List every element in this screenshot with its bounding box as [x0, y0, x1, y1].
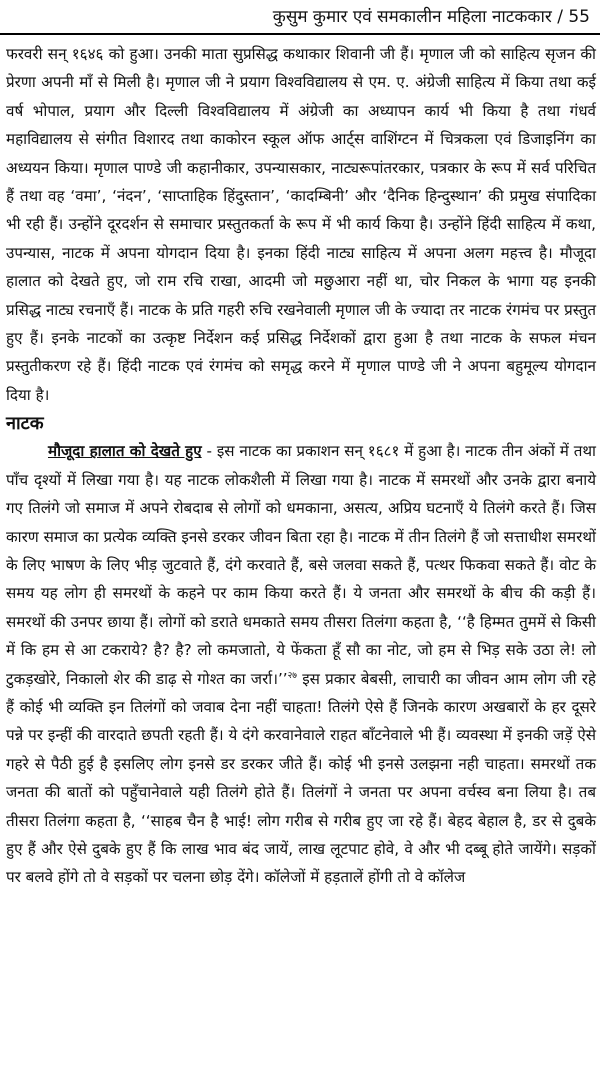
play-summary-text-2: इस प्रकार बेबसी, लाचारी का जीवन आम लोग जी रहे हैं कोई भी व्यक्ति इन तिलंगों को जवाब देना नहीं चाहता! तिलंगे ऐसे हैं जिनके कारण अखबारों के हर दूसरे पन्ने पर इन्हीं की वारदाते छपती रहती हैं। ये दंगे करवानेवाले राहत बाँटनेवाले भी हैं। व्यवस्था में इनकी जड़ें ऐसे गहरे से पैठी हुई है इसलिए लोग इनसे डर डरकर जीते हैं। कोई भी इनसे उलझना नही चाहता। समरथों तक जनता की बातों को पहुँचानेवाले यही तिलंगे होते हैं। तिलंगों ने जनता पर अपना वर्चस्व बना लिया है। तब तीसरा तिलंगा कहता है, ‘‘साहब चैन है भाई! लोग गरीब से गरीब हुए जा रहे हैं। बेहद बेहाल है, डर से दुबके हुए हैं और ऐसे दुबके हुए हैं कि लाख भाव बंद जायें, लाख लूटपाट होवे, वे और भी दब्बू होते जायेंगे। सड़कों पर बलवे होंगे तो वे सड़कों पर चलना छोड़ देंगे। कॉलेजों में हड़तालें होंगी तो वे कॉलेज	[6, 669, 596, 887]
footnote-mark: २७	[287, 670, 297, 681]
body-text	[6, 40, 596, 892]
header-rule	[0, 33, 600, 35]
play-summary-text-1: - इस नाटक का प्रकाशन सन् १६८१ में हुआ है। नाटक तीन अंकों में तथा पाँच दृश्यों में लिखा गया है। यह नाटक लोकशैली में लिखा गया है। नाटक में समरथों और उनके द्वारा बनाये गए तिलंगे जो समाज में अपने रोबदाब से लोगों को धमकाना, असत्य, अप्रिय घटनाएँ ये तिलंगे करते हैं। जिस कारण समाज का प्रत्येक व्यक्ति इनसे डरकर जीवन बिता रहा है। नाटक में तीन तिलंगे हैं जो सत्ताधीश समरथों के लिए भाषण के लिए भीड़ जुटवाते हैं, दंगे करवाते हैं, बसे जलवा सकते हैं, पत्थर फिकवा सकते हैं। वोट के समय यह लोग ही समरथों के कहने पर काम किया करते हैं। ये जनता और समरथों के बीच की कड़ी हैं। समरथों की उनपर छाया हैं। लोगों को डराते धमकाते समय तीसरा तिलंगा कहता है, ‘‘है हिम्मत तुममें से किसी में कि हम से आ टकराये? है? है? लो कमजातो, ये फेंकता हूँ सौ का नोट, जो हम से भिड़ सके उठा ले! लो टुकड़खोरे, निकालो शेर की डाढ़ से गोश्त का जर्रा।’’	[6, 442, 596, 688]
paragraph-play-summary	[6, 437, 596, 892]
section-heading: नाटक	[6, 413, 44, 435]
play-title: मौजूदा हालात को देखते हुए	[48, 442, 202, 461]
paragraph-author-bio: फरवरी सन् १६४६ को हुआ। उनकी माता सुप्रसिद्ध कथाकार शिवानी जी हैं। मृणाल जी को साहित्य सृजन की प्रेरणा अपनी माँ से मिली है। मृणाल जी ने प्रयाग विश्वविद्यालय से एम. ए. अंग्रेजी साहित्य में किया तथा कई वर्ष भोपाल, प्रयाग और दिल्ली विश्वविद्यालय में अंग्रेजी का अध्यापन कार्य भी किया है तथा गंधर्व महाविद्यालय से संगीत विशारद तथा काकोरन स्कूल ऑफ आर्ट्स वाशिंग्टन में चित्रकला एवं डिजाइनिंग का अध्ययन किया। मृणाल पाण्डे जी कहानीकार, उपन्यासकार, नाट्यरूपांतरकार, पत्रकार के रूप में सर्व परिचित हैं तथा वह ‘वमा’, ‘नंदन’, ‘साप्ताहिक हिंदुस्तान’, ‘कादम्बिनी’ और ‘दैनिक हिन्दुस्थान’ की प्रमुख संपादिका भी रही हैं। उन्होंने दूरदर्शन से समाचार प्रस्तुतकर्ता के रूप में भी कार्य किया है। उन्होंने हिंदी साहित्य में कथा, उपन्यास, नाटक में अपना योगदान दिया है। इनका हिंदी नाट्य साहित्य में अपना अलग महत्त्व है। मौजूदा हालात को देखते हुए, जो राम रचि राखा, आदमी जो मछुआरा नहीं था, चोर निकल के भागा यह इनकी प्रसिद्ध नाट्य रचनाएँ हैं। नाटक के प्रति गहरी रुचि रखनेवाली मृणाल जी के ज्यादा तर नाटक रंगमंच पर प्रस्तुत हुए हैं। इनके नाटकों का उत्कृष्ट निर्देशन कई प्रसिद्ध निर्देशकों द्वारा हुआ है तथा नाटक के सफल मंचन प्रस्तुतीकरण रहे हैं। हिंदी नाटक एवं रंगमंच को समृद्ध करने में मृणाल पाण्डे जी ने अपना बहुमूल्य योगदान दिया है।	[6, 45, 597, 404]
running-header: कुसुम कुमार एवं समकालीन महिला नाटककार / 55	[272, 7, 590, 27]
